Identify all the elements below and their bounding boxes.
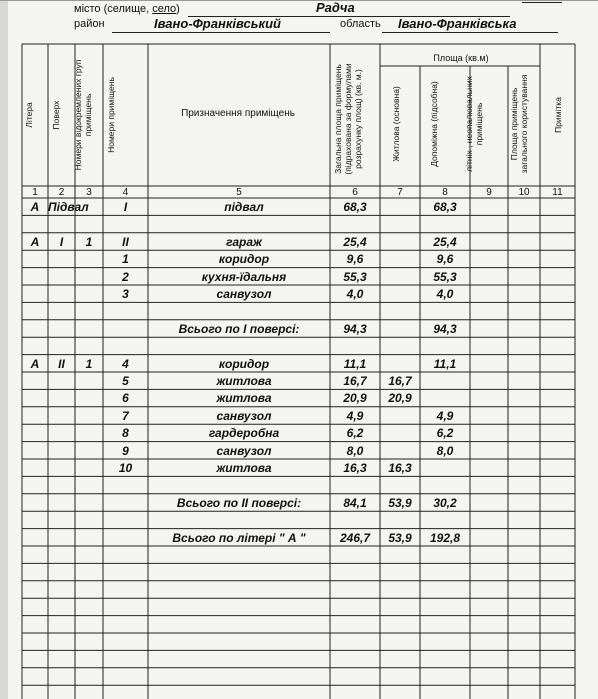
cell-aux-area: 4,0 (436, 287, 454, 301)
district-value: Івано-Франківський (154, 16, 281, 31)
cell-aux-area: 8,0 (436, 443, 454, 458)
cell-aux-area: 9,6 (436, 252, 454, 267)
cell-total-area: 84,1 (343, 495, 367, 510)
column-number: 5 (236, 187, 242, 198)
col-header-litera: Літера (24, 102, 34, 128)
cell-purpose-total: Всього по І поверсі: (178, 321, 300, 336)
cell-purpose: гараж (226, 234, 262, 249)
col-header-purpose: Призначення приміщень (181, 108, 295, 119)
cell-purpose-total: Всього по літері " А " (172, 530, 306, 545)
cell-purpose: коридор (218, 252, 270, 267)
cell-room: 3 (122, 287, 129, 301)
column-number: 10 (518, 187, 530, 198)
cell-room: 7 (122, 408, 129, 423)
cell-purpose: підвал (224, 200, 264, 214)
cell-purpose: житлова (216, 461, 272, 475)
cell-aux-area: 192,8 (429, 530, 461, 545)
column-number: 8 (442, 187, 448, 198)
cell-total-area: 55,3 (343, 269, 367, 284)
cell-aux-area: 68,3 (433, 200, 457, 214)
cell-litera: А (30, 200, 40, 214)
cell-total-area: 9,6 (346, 252, 364, 267)
cell-total-area: 8,0 (346, 443, 364, 458)
cell-purpose: санвузол (216, 443, 272, 458)
column-number: 6 (352, 187, 358, 198)
cell-aux-area: 25,4 (433, 234, 457, 249)
col-header-total-area: Загальна площа приміщень (підрахована за формулами розрахунку площ) (кв. м.) (333, 63, 363, 175)
region-value: Івано-Франківська (398, 16, 517, 31)
cell-total-area: 25,4 (343, 234, 367, 249)
cell-total-area: 16,3 (343, 461, 367, 475)
cell-group: 1 (85, 234, 93, 249)
cell-purpose-total: Всього по ІІ поверсі: (176, 495, 302, 510)
cell-room: 4 (122, 356, 129, 371)
city-label-text: місто (селище, (74, 3, 153, 15)
cell-total-area: 4,0 (346, 287, 364, 301)
cell-total-area: 6,2 (346, 426, 364, 441)
cell-room: 1 (122, 252, 129, 267)
cell-total-area: 94,3 (343, 321, 367, 336)
cell-living-area: 16,3 (388, 461, 412, 475)
cell-litera: А (30, 356, 40, 371)
cell-room: І (123, 200, 128, 214)
column-number: 4 (122, 187, 129, 198)
col-header-rooms: Номери приміщень (106, 77, 116, 153)
city-label-end: ) (176, 3, 180, 15)
cell-total-area: 11,1 (343, 356, 367, 371)
col-header-groups: Номери відокремлених груп приміщень (73, 59, 93, 171)
col-header-poverh: Поверх (51, 100, 61, 130)
col-header-summer: літніх , неопалювальних приміщень (464, 76, 484, 172)
cell-purpose: кухня-їдальня (201, 269, 287, 284)
cell-total-area: 246,7 (339, 530, 371, 545)
col-header-area-group: Площа (кв.м) (433, 53, 489, 63)
cell-purpose: санвузол (216, 408, 272, 423)
cell-room: 8 (122, 426, 129, 441)
cell-purpose: житлова (216, 391, 272, 406)
cell-room: 5 (122, 374, 129, 388)
cell-purpose: коридор (218, 356, 270, 371)
cell-aux-area: 6,2 (436, 426, 454, 441)
column-number: 3 (86, 187, 92, 198)
cell-room: 6 (122, 391, 129, 406)
cell-room: 2 (122, 269, 129, 284)
column-number: 11 (552, 187, 563, 198)
cell-aux-area: 94,3 (433, 321, 457, 336)
cell-poverh: ІІ (58, 356, 65, 371)
col-header-auxiliary: Допоміжна (підсобна) (429, 81, 439, 167)
city-value: Радча (316, 0, 355, 15)
cell-purpose: гардеробна (208, 426, 280, 441)
cell-room: 9 (122, 443, 129, 458)
cell-living-area: 16,7 (388, 374, 412, 388)
cell-purpose: санвузол (216, 287, 272, 301)
column-number: 7 (397, 187, 403, 198)
col-header-common: Площа приміщень загального користування (509, 74, 529, 174)
cell-room: ІІ (122, 234, 129, 249)
cell-living-area: 53,9 (388, 495, 412, 510)
column-number: 2 (58, 187, 65, 198)
cell-total-area: 68,3 (343, 200, 367, 214)
cell-living-area: 20,9 (388, 391, 412, 406)
cell-room: 10 (118, 461, 133, 475)
cell-poverh: Підвал (48, 200, 89, 214)
column-number: 1 (32, 187, 38, 198)
cell-total-area: 20,9 (343, 391, 367, 406)
cell-aux-area: 4,9 (436, 408, 454, 423)
city-label-selo: село (152, 3, 177, 15)
cell-purpose: житлова (216, 374, 272, 388)
cell-total-area: 4,9 (346, 408, 364, 423)
cell-aux-area: 55,3 (433, 269, 457, 284)
cell-poverh: І (59, 234, 64, 249)
cell-total-area: 16,7 (343, 374, 367, 388)
cell-litera: А (30, 234, 40, 249)
region-label: область (340, 18, 381, 30)
cell-aux-area: 11,1 (433, 356, 457, 371)
cell-aux-area: 30,2 (433, 495, 457, 510)
col-header-living: Житлова (основна) (391, 86, 401, 162)
column-number: 9 (486, 187, 492, 198)
col-header-notes: Примітка (553, 97, 563, 133)
district-label: район (74, 18, 105, 30)
cell-living-area: 53,9 (388, 530, 412, 545)
cell-group: 1 (85, 356, 93, 371)
